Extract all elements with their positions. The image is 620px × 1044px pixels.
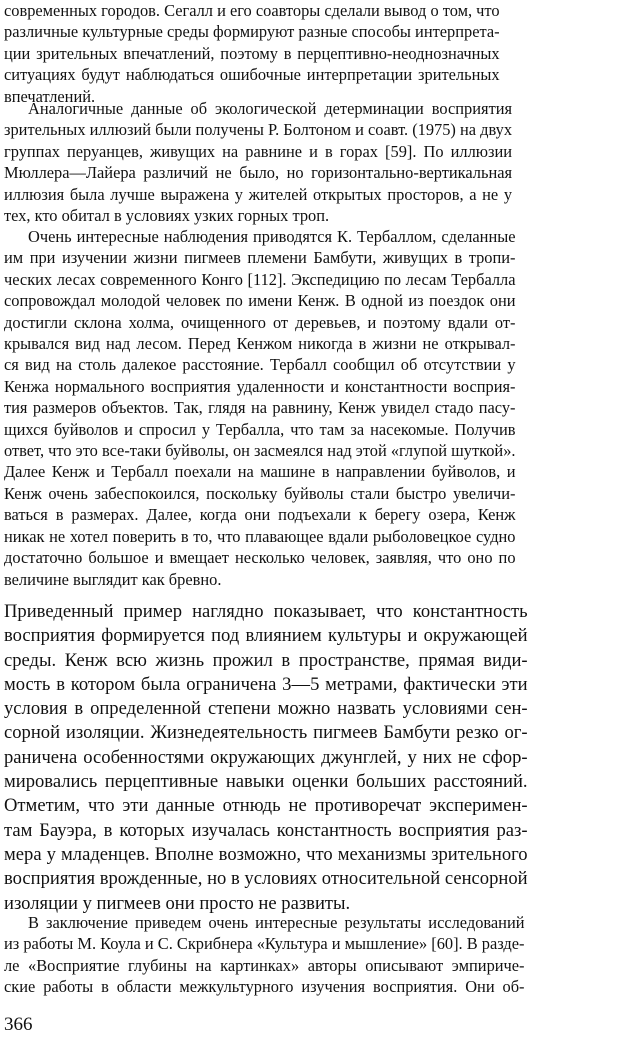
- text-line: величине выглядит как бревно.: [4, 569, 222, 589]
- paragraph-constancy-conclusion: [4, 600, 528, 916]
- text-line: сопровождал молодой человек по имени Кенж. В одной из поездок они: [4, 291, 516, 311]
- text-line: крывался вид над лесом. Перед Кенжом никогда в жизни не открывал-: [4, 334, 516, 354]
- text-line: иллюзия была лучше выражена у жителей открытых просторов, а не у: [4, 184, 513, 204]
- text-line: Аналогичные данные об экологической детерминации восприятия: [28, 99, 513, 118]
- text-line: ле «Восприятие глубины на картинках» авторы описывают эмпириче-: [4, 955, 525, 975]
- text-line: среды. Кенж всю жизнь прожил в пространстве, прямая види-: [4, 649, 528, 671]
- paragraph-bolton-study: [4, 98, 512, 226]
- paragraph-cole-scribner: [4, 912, 525, 998]
- text-line: Приведенный пример наглядно показывает, что константность: [4, 601, 528, 622]
- text-line: Далее Кенж и Тербалл поехали на машине в направлении буйволов, и: [4, 462, 516, 482]
- text-line: ответ, что это все-таки буйволы, он засмеялся над этой «глупой шуткой».: [4, 441, 516, 461]
- text-line: зрительных иллюзий были получены Р. Болтоном и соавт. (1975) на двух: [4, 120, 513, 140]
- text-line: ваться в размерах. Далее, когда они подъехали к берегу озера, Кенж: [4, 505, 516, 525]
- text-line: ситуациях будут наблюдаться ошибочные интерпретации зрительных: [4, 65, 500, 85]
- text-line: Очень интересные наблюдения приводятся К. Тербаллом, сделанные: [28, 227, 516, 246]
- text-line: раничена особенностями окружающих джунглей, у них не сфор-: [4, 746, 528, 768]
- text-line: восприятия врожденные, но в условиях относительной сенсорной: [4, 868, 528, 890]
- text-line: ские работы в области межкультурного изучения восприятия. Они об-: [4, 977, 525, 997]
- text-line: условия в определенной степени можно назвать условиями сен-: [4, 698, 528, 720]
- text-line: достаточно большое и вмещает несколько человек, заявляя, что оно по: [4, 548, 516, 568]
- text-line: группах перуанцев, живущих на равнине и в горах [59]. По иллюзии: [4, 141, 513, 161]
- text-line: Кенж очень забеспокоился, поскольку буйволы стали быстро увеличи-: [4, 483, 516, 503]
- text-line: современных городов. Сегалл и его соавторы сделали вывод о том, что: [4, 1, 500, 20]
- text-line: ся вид на столь далекое расстояние. Тербалл сообщил об отсутствии у: [4, 355, 516, 375]
- text-line: Отметим, что эти данные отнюдь не противоречат эксперимен-: [4, 795, 528, 817]
- text-line: там Бауэра, в которых изучалась константность восприятия раз-: [4, 819, 528, 841]
- text-line: ции зрительных впечатлений, поэтому в перцептивно-неоднозначных: [4, 43, 500, 63]
- page-number: 366: [4, 1014, 33, 1035]
- text-line: различные культурные среды формируют разные способы интерпрета-: [4, 22, 500, 42]
- text-line: изоляции у пигмеев они просто не развиты.: [4, 892, 351, 914]
- text-line: восприятия формируется под влиянием культуры и окружающей: [4, 625, 528, 647]
- text-line: В заключение приведем очень интересные результаты исследований: [28, 913, 525, 932]
- paragraph-turnbull-observations: [4, 226, 516, 590]
- paragraph-segall-conclusion: [4, 0, 500, 107]
- text-line: тия размеров объектов. Так, глядя на равнину, Кенж увидел стадо пасу-: [4, 398, 516, 418]
- text-line: впечатлений.: [4, 86, 96, 106]
- text-line: достигли склона холма, очищенного от деревьев, и поэтому вдали от-: [4, 312, 516, 332]
- text-line: из работы М. Коула и С. Скрибнера «Культура и мышление» [60]. В разде-: [4, 934, 525, 954]
- text-line: мировались перцептивные навыки оценки больших расстояний.: [4, 771, 528, 793]
- text-line: сорной изоляции. Жизнедеятельность пигмеев Бамбути резко ог-: [4, 722, 528, 744]
- text-line: мера у младенцев. Вполне возможно, что механизмы зрительного: [4, 843, 528, 865]
- text-line: им при изучении жизни пигмеев племени Бамбути, живущих в тропи-: [4, 248, 516, 268]
- text-line: никак не хотел поверить в то, что плавающее вдали рыболовецкое судно: [4, 526, 516, 546]
- text-line: ческих лесах современного Конго [112]. Экспедицию по лесам Тербалла: [4, 269, 516, 289]
- text-line: мость в котором была ограничена 3—5 метрами, фактически эти: [4, 673, 528, 695]
- text-line: Кенжа нормального восприятия удаленности и константности восприя-: [4, 376, 516, 396]
- text-line: тех, кто обитал в условиях узких горных троп.: [4, 206, 330, 226]
- text-line: щихся буйволов и спросил у Тербалла, что там за насекомые. Получив: [4, 419, 516, 439]
- text-line: Мюллера—Лайера различий не было, но горизонтально-вертикальная: [4, 163, 513, 183]
